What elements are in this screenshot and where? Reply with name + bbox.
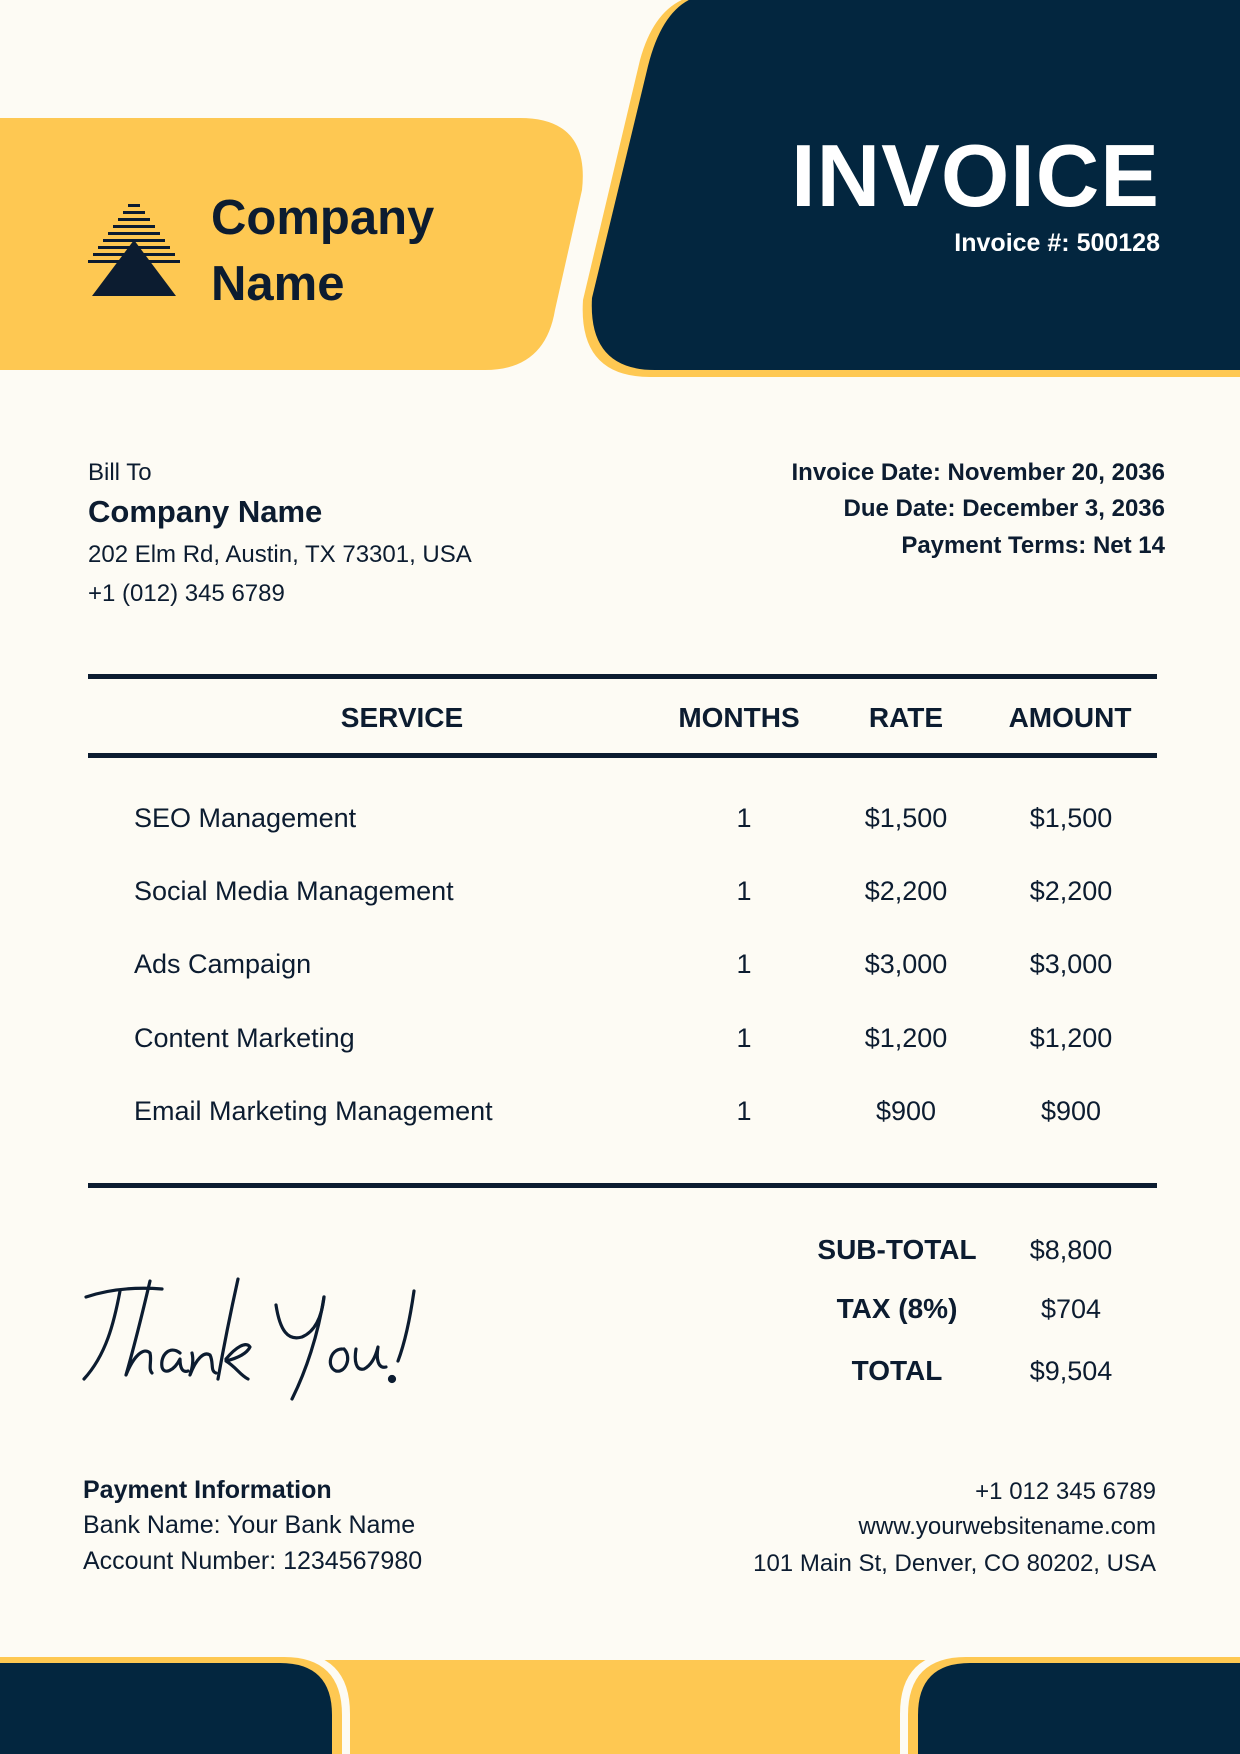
company-name-line2: Name bbox=[211, 257, 345, 311]
invoice-date: Invoice Date: November 20, 2036 bbox=[791, 459, 1165, 486]
table-row bbox=[0, 876, 1240, 949]
row-months: 1 bbox=[736, 949, 752, 979]
subtotal-value: $8,800 bbox=[1029, 1235, 1113, 1265]
bill-to-label: Bill To bbox=[88, 459, 152, 486]
payment-info-title: Payment Information bbox=[83, 1476, 332, 1504]
table-row bbox=[0, 803, 1240, 876]
row-service: Email Marketing Management bbox=[134, 1096, 493, 1126]
row-service: Social Media Management bbox=[134, 876, 454, 906]
row-rate: $1,500 bbox=[864, 803, 948, 833]
row-service: Ads Campaign bbox=[134, 949, 312, 979]
company-name bbox=[211, 185, 434, 317]
footer-right-navy bbox=[918, 1663, 1240, 1754]
row-months: 1 bbox=[736, 803, 752, 833]
table-header-rule bbox=[88, 753, 1157, 758]
footer-yellow-bar bbox=[300, 1660, 940, 1754]
company-name-line1: Company bbox=[211, 191, 435, 245]
contact-phone: +1 012 345 6789 bbox=[975, 1478, 1156, 1505]
row-months: 1 bbox=[736, 876, 752, 906]
tax-value: $704 bbox=[1040, 1294, 1102, 1324]
table-row bbox=[0, 949, 1240, 1022]
row-service: Content Marketing bbox=[134, 1023, 355, 1053]
due-date: Due Date: December 3, 2036 bbox=[843, 495, 1165, 522]
header-rate: RATE bbox=[868, 702, 944, 733]
payment-terms: Payment Terms: Net 14 bbox=[901, 532, 1165, 559]
row-months: 1 bbox=[736, 1096, 752, 1126]
contact-address: 101 Main St, Denver, CO 80202, USA bbox=[753, 1550, 1156, 1577]
bill-to-name: Company Name bbox=[88, 494, 323, 529]
row-rate: $900 bbox=[875, 1096, 937, 1126]
subtotal-label: SUB-TOTAL bbox=[817, 1234, 977, 1265]
row-amount: $2,200 bbox=[1029, 876, 1113, 906]
header-service: SERVICE bbox=[340, 702, 464, 733]
row-months: 1 bbox=[736, 1023, 752, 1053]
row-rate: $1,200 bbox=[864, 1023, 948, 1053]
row-amount: $1,200 bbox=[1029, 1023, 1113, 1053]
bank-name: Bank Name: Your Bank Name bbox=[83, 1511, 416, 1539]
table-top-rule bbox=[88, 674, 1157, 679]
total-label: TOTAL bbox=[851, 1355, 943, 1386]
table-row bbox=[0, 1096, 1240, 1169]
table-row bbox=[0, 1023, 1240, 1096]
contact-website: www.yourwebsitename.com bbox=[858, 1513, 1156, 1540]
thank-you-signature bbox=[80, 1275, 440, 1405]
header-months: MONTHS bbox=[678, 702, 800, 733]
row-rate: $3,000 bbox=[864, 949, 948, 979]
footer-left-navy bbox=[0, 1663, 332, 1754]
tax-label: TAX (8%) bbox=[836, 1293, 958, 1324]
invoice-title: INVOICE bbox=[791, 126, 1160, 225]
row-amount: $900 bbox=[1040, 1096, 1102, 1126]
row-amount: $3,000 bbox=[1029, 949, 1113, 979]
striped-pyramid-icon bbox=[88, 202, 180, 298]
row-rate: $2,200 bbox=[864, 876, 948, 906]
total-value: $9,504 bbox=[1029, 1356, 1113, 1386]
invoice-number: Invoice #: 500128 bbox=[954, 229, 1160, 257]
bill-to-phone: +1 (012) 345 6789 bbox=[88, 580, 285, 607]
bill-to-address: 202 Elm Rd, Austin, TX 73301, USA bbox=[88, 541, 472, 568]
account-number: Account Number: 1234567980 bbox=[83, 1547, 423, 1575]
table-bottom-rule bbox=[88, 1183, 1157, 1188]
row-service: SEO Management bbox=[134, 803, 357, 833]
header-amount: AMOUNT bbox=[1008, 702, 1132, 733]
row-amount: $1,500 bbox=[1029, 803, 1113, 833]
